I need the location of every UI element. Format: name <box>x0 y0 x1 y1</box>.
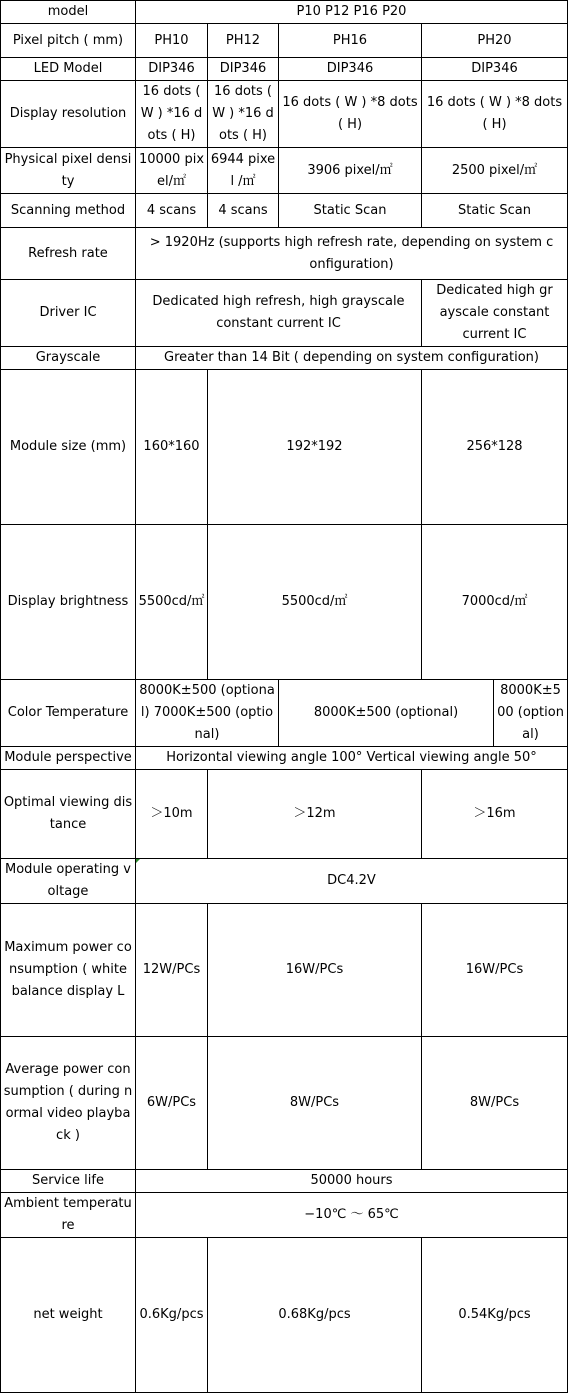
cell-value: 192*192 <box>208 370 422 525</box>
table-row <box>1 280 568 347</box>
cell-value: 0.68Kg/pcs <box>208 1238 422 1393</box>
cell-value: 8W/PCs <box>208 1037 422 1170</box>
row-label-module-size: Module size (mm) <box>1 370 136 525</box>
table-row <box>1 228 568 280</box>
row-label-voltage: Module operating voltage <box>1 859 136 904</box>
cell-value: 256*128 <box>422 370 568 525</box>
row-label-refresh-rate: Refresh rate <box>1 228 136 280</box>
table-row <box>1 1193 568 1238</box>
cell-value: 0.54Kg/pcs <box>422 1238 568 1393</box>
cell-value: 16 dots ( W ) *8 dots ( H) <box>279 81 422 148</box>
row-label-display-resolution: Display resolution <box>1 81 136 148</box>
cell-value: 16W/PCs <box>208 904 422 1037</box>
table-row <box>1 747 568 770</box>
row-label-service-life: Service life <box>1 1170 136 1193</box>
cell-value: > 1920Hz (supports high refresh rate, depending on system configuration) <box>136 228 568 280</box>
cell-value: 6W/PCs <box>136 1037 208 1170</box>
table-row <box>1 525 568 680</box>
row-label-max-power: Maximum power consumption ( white balance display L <box>1 904 136 1037</box>
table-row <box>1 1238 568 1393</box>
row-label-grayscale: Grayscale <box>1 347 136 370</box>
cell-value: 8000K±500 (optional) <box>494 680 568 747</box>
cell-value: 12W/PCs <box>136 904 208 1037</box>
cell-value: PH10 <box>136 24 208 58</box>
table-row <box>1 904 568 1037</box>
cell-value: 0.6Kg/pcs <box>136 1238 208 1393</box>
cell-value: DIP346 <box>136 58 208 81</box>
row-label-ambient-temperature: Ambient temperature <box>1 1193 136 1238</box>
cell-value: 2500 pixel/㎡ <box>422 148 568 194</box>
table-row <box>1 347 568 370</box>
table-row <box>1 81 568 148</box>
cell-value: 160*160 <box>136 370 208 525</box>
table-row <box>1 1 568 24</box>
cell-value: 16 dots ( W ) *8 dots ( H) <box>422 81 568 148</box>
cell-value: 4 scans <box>136 194 208 228</box>
row-label-model: model <box>1 1 136 24</box>
cell-value: 4 scans <box>208 194 279 228</box>
row-label-brightness: Display brightness <box>1 525 136 680</box>
cell-value: 8W/PCs <box>422 1037 568 1170</box>
cell-value: −10℃ ～ 65℃ <box>136 1193 568 1238</box>
model-names: P10 P12 P16 P20 <box>136 1 568 24</box>
cell-value: 50000 hours <box>136 1170 568 1193</box>
cell-value: Horizontal viewing angle 100° Vertical viewing angle 50° <box>136 747 568 770</box>
cell-value: ＞16m <box>422 770 568 859</box>
row-label-driver-ic: Driver IC <box>1 280 136 347</box>
cell-value: Greater than 14 Bit ( depending on system configuration) <box>136 347 568 370</box>
table-row <box>1 770 568 859</box>
cell-value: PH16 <box>279 24 422 58</box>
cell-value: 16 dots ( W ) *16 dots ( H) <box>208 81 279 148</box>
row-label-perspective: Module perspective <box>1 747 136 770</box>
cell-value: DIP346 <box>279 58 422 81</box>
table-row <box>1 148 568 194</box>
cell-value: 6944 pixel /㎡ <box>208 148 279 194</box>
table-row <box>1 859 568 904</box>
cell-value: Static Scan <box>279 194 422 228</box>
cell-value: PH12 <box>208 24 279 58</box>
row-label-viewing-distance: Optimal viewing distance <box>1 770 136 859</box>
cell-marker <box>136 859 140 863</box>
cell-value: 5500cd/㎡ <box>136 525 208 680</box>
cell-value: 16W/PCs <box>422 904 568 1037</box>
table-row <box>1 1037 568 1170</box>
row-label-led-model: LED Model <box>1 58 136 81</box>
cell-value: PH20 <box>422 24 568 58</box>
cell-value: 5500cd/㎡ <box>208 525 422 680</box>
cell-value: Static Scan <box>422 194 568 228</box>
table-row <box>1 370 568 525</box>
row-label-pixel-density: Physical pixel density <box>1 148 136 194</box>
table-row <box>1 680 568 747</box>
row-label-avg-power: Average power consumption ( during normal video playback ) <box>1 1037 136 1170</box>
cell-value: 3906 pixel/㎡ <box>279 148 422 194</box>
voltage-value: DC4.2V <box>327 873 376 888</box>
cell-value: DIP346 <box>422 58 568 81</box>
row-label-scanning: Scanning method <box>1 194 136 228</box>
cell-value <box>136 859 568 904</box>
row-label-color-temperature: Color Temperature <box>1 680 136 747</box>
table-row <box>1 194 568 228</box>
cell-value: DIP346 <box>208 58 279 81</box>
cell-value: 16 dots ( W ) *16 dots ( H) <box>136 81 208 148</box>
row-label-net-weight: net weight <box>1 1238 136 1393</box>
cell-value: 8000K±500 (optional) 7000K±500 (optional) <box>136 680 279 747</box>
table-row <box>1 1170 568 1193</box>
cell-value: ＞10m <box>136 770 208 859</box>
cell-value: 10000 pixel/㎡ <box>136 148 208 194</box>
row-label-pixel-pitch: Pixel pitch ( mm) <box>1 24 136 58</box>
cell-value: Dedicated high grayscale constant current IC <box>422 280 568 347</box>
table-row <box>1 58 568 81</box>
cell-value: 8000K±500 (optional) <box>279 680 494 747</box>
table-row <box>1 24 568 58</box>
cell-value: Dedicated high refresh, high grayscale constant current IC <box>136 280 422 347</box>
cell-value: 7000cd/㎡ <box>422 525 568 680</box>
cell-value: ＞12m <box>208 770 422 859</box>
